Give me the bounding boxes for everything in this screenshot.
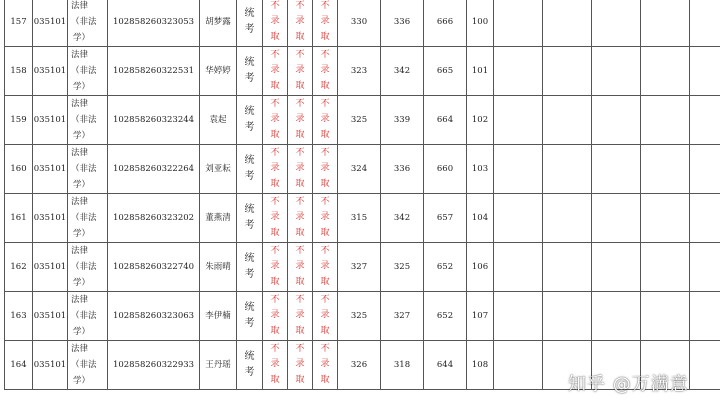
status-char: 录 [270, 114, 280, 125]
status-char: 取 [270, 325, 280, 336]
empty-cell [641, 47, 690, 96]
score-cell: 325 [381, 243, 424, 292]
status-char: 不 [320, 98, 330, 109]
admission-status-cell [263, 0, 288, 47]
exam-id-cell: 102858260322264 [108, 145, 200, 194]
total-score-cell: 666 [424, 0, 467, 47]
major-name-line: （非法 [71, 311, 97, 321]
candidate-name-cell: 李伊楠 [200, 292, 237, 341]
exam-type-cell [237, 96, 263, 145]
admission-status-cell [313, 292, 338, 341]
exam-type-cell [237, 341, 263, 390]
major-code-cell: 035101 [33, 0, 68, 47]
table-row [5, 243, 720, 292]
status-char: 不 [320, 0, 330, 11]
exam-type-char: 考 [244, 367, 255, 378]
major-code-cell: 035101 [33, 292, 68, 341]
major-name-line: 法律 [71, 1, 89, 11]
empty-cell [592, 292, 641, 341]
rank-cell: 104 [467, 194, 494, 243]
status-char: 取 [270, 178, 280, 189]
score-cell: 326 [338, 341, 381, 390]
major-name-line: 学） [73, 33, 91, 43]
exam-type-char: 考 [244, 73, 255, 84]
exam-id-cell: 102858260323053 [108, 0, 200, 47]
status-char: 取 [295, 227, 305, 238]
status-char: 取 [320, 80, 330, 91]
total-score-cell: 657 [424, 194, 467, 243]
status-char: 录 [270, 359, 280, 370]
admission-status-cell [288, 96, 313, 145]
major-name-line: 学） [73, 327, 91, 337]
major-code-cell: 035101 [33, 96, 68, 145]
status-char: 不 [320, 49, 330, 60]
status-char: 录 [320, 16, 330, 27]
major-code-cell: 035101 [33, 243, 68, 292]
exam-type-char: 统 [244, 204, 255, 215]
exam-type-char: 考 [244, 24, 255, 35]
status-char: 录 [295, 261, 305, 272]
major-name-line: （非法 [71, 164, 97, 174]
status-char: 取 [320, 276, 330, 287]
major-name-line: 学） [73, 229, 91, 239]
major-code-cell: 035101 [33, 145, 68, 194]
major-name-cell [68, 243, 108, 292]
major-name-cell [68, 341, 108, 390]
total-score-cell: 660 [424, 145, 467, 194]
admission-results-table [4, 0, 720, 390]
seq-number-cell: 162 [5, 243, 33, 292]
exam-type-char: 考 [244, 122, 255, 133]
exam-type-cell [237, 0, 263, 47]
admission-status-cell [288, 292, 313, 341]
status-char: 不 [295, 0, 305, 11]
status-char: 取 [295, 31, 305, 42]
admission-status-cell [288, 341, 313, 390]
admission-status-cell [313, 243, 338, 292]
major-code-cell: 035101 [33, 341, 68, 390]
table-row [5, 96, 720, 145]
status-char: 不 [270, 196, 280, 207]
status-char: 录 [295, 359, 305, 370]
exam-type-char: 统 [244, 253, 255, 264]
score-cell: 339 [381, 96, 424, 145]
exam-type-char: 统 [244, 351, 255, 362]
major-name-line: 学） [73, 131, 91, 141]
score-cell: 327 [338, 243, 381, 292]
exam-type-char: 考 [244, 269, 255, 280]
exam-type-cell [237, 243, 263, 292]
admission-status-cell [313, 0, 338, 47]
rank-cell: 106 [467, 243, 494, 292]
major-name-line: 学） [73, 278, 91, 288]
rank-cell: 102 [467, 96, 494, 145]
status-char: 录 [270, 16, 280, 27]
admission-status-cell [263, 341, 288, 390]
status-char: 取 [295, 80, 305, 91]
major-name-line: 法律 [71, 99, 89, 109]
major-name-line: 法律 [71, 197, 89, 207]
status-char: 不 [320, 294, 330, 305]
empty-cell [690, 145, 720, 194]
rank-cell: 100 [467, 0, 494, 47]
status-char: 取 [320, 31, 330, 42]
exam-type-char: 统 [244, 8, 255, 19]
empty-cell [494, 96, 543, 145]
score-cell: 315 [338, 194, 381, 243]
empty-cell [543, 243, 592, 292]
status-char: 录 [295, 114, 305, 125]
status-char: 取 [320, 178, 330, 189]
exam-type-char: 考 [244, 318, 255, 329]
exam-type-cell [237, 145, 263, 194]
status-char: 取 [295, 374, 305, 385]
admission-status-cell [313, 145, 338, 194]
candidate-name-cell: 王丹瑶 [200, 341, 237, 390]
status-char: 取 [320, 325, 330, 336]
empty-cell [690, 0, 720, 47]
status-char: 录 [320, 359, 330, 370]
status-char: 录 [295, 163, 305, 174]
exam-type-cell [237, 194, 263, 243]
admission-status-cell [263, 194, 288, 243]
major-name-line: 学） [73, 180, 91, 190]
admission-status-cell [313, 194, 338, 243]
candidate-name-cell: 袁起 [200, 96, 237, 145]
status-char: 不 [270, 245, 280, 256]
exam-id-cell: 102858260322531 [108, 47, 200, 96]
total-score-cell: 644 [424, 341, 467, 390]
major-name-line: （非法 [71, 17, 97, 27]
status-char: 取 [295, 178, 305, 189]
seq-number-cell: 157 [5, 0, 33, 47]
status-char: 录 [270, 163, 280, 174]
status-char: 不 [270, 147, 280, 158]
admission-status-cell [263, 47, 288, 96]
major-name-line: （非法 [71, 360, 97, 370]
total-score-cell: 665 [424, 47, 467, 96]
status-char: 录 [320, 114, 330, 125]
candidate-name-cell: 董燕清 [200, 194, 237, 243]
seq-number-cell: 164 [5, 341, 33, 390]
empty-cell [690, 47, 720, 96]
exam-type-char: 统 [244, 106, 255, 117]
empty-cell [494, 47, 543, 96]
status-char: 录 [320, 163, 330, 174]
major-name-line: 法律 [71, 344, 89, 354]
major-name-cell [68, 96, 108, 145]
status-char: 不 [295, 196, 305, 207]
admission-status-cell [288, 243, 313, 292]
status-char: 录 [320, 65, 330, 76]
total-score-cell: 652 [424, 292, 467, 341]
exam-type-char: 统 [244, 302, 255, 313]
status-char: 不 [295, 343, 305, 354]
empty-cell [641, 96, 690, 145]
empty-cell [543, 145, 592, 194]
status-char: 取 [270, 129, 280, 140]
status-char: 不 [320, 343, 330, 354]
exam-type-cell [237, 292, 263, 341]
status-char: 录 [270, 212, 280, 223]
exam-id-cell: 102858260323063 [108, 292, 200, 341]
empty-cell [592, 145, 641, 194]
score-cell: 325 [338, 96, 381, 145]
major-name-line: （非法 [71, 213, 97, 223]
rank-cell: 107 [467, 292, 494, 341]
empty-cell [494, 145, 543, 194]
major-name-line: （非法 [71, 66, 97, 76]
empty-cell [690, 341, 720, 390]
rank-cell: 103 [467, 145, 494, 194]
status-char: 不 [295, 49, 305, 60]
status-char: 不 [270, 0, 280, 11]
status-char: 不 [320, 147, 330, 158]
status-char: 取 [320, 374, 330, 385]
total-score-cell: 664 [424, 96, 467, 145]
admission-status-cell [263, 243, 288, 292]
empty-cell [641, 194, 690, 243]
empty-cell [690, 96, 720, 145]
empty-cell [543, 194, 592, 243]
seq-number-cell: 158 [5, 47, 33, 96]
empty-cell [592, 96, 641, 145]
status-char: 录 [320, 261, 330, 272]
status-char: 不 [270, 294, 280, 305]
major-name-line: （非法 [71, 115, 97, 125]
empty-cell [543, 292, 592, 341]
admission-status-cell [288, 194, 313, 243]
status-char: 录 [270, 261, 280, 272]
table-row [5, 145, 720, 194]
table-row [5, 47, 720, 96]
status-char: 不 [320, 245, 330, 256]
seq-number-cell: 163 [5, 292, 33, 341]
status-char: 取 [270, 80, 280, 91]
status-char: 不 [295, 245, 305, 256]
empty-cell [494, 0, 543, 47]
empty-cell [592, 194, 641, 243]
candidate-name-cell: 华婷婷 [200, 47, 237, 96]
table-row [5, 194, 720, 243]
empty-cell [543, 47, 592, 96]
status-char: 取 [295, 276, 305, 287]
status-char: 取 [320, 129, 330, 140]
exam-id-cell: 102858260323202 [108, 194, 200, 243]
status-char: 不 [295, 98, 305, 109]
exam-id-cell: 102858260323244 [108, 96, 200, 145]
zhihu-watermark: 知乎 @万满意 [568, 374, 689, 395]
seq-number-cell: 159 [5, 96, 33, 145]
empty-cell [543, 96, 592, 145]
admission-status-cell [288, 145, 313, 194]
exam-type-char: 考 [244, 171, 255, 182]
major-name-cell [68, 292, 108, 341]
status-char: 不 [270, 343, 280, 354]
major-name-line: 法律 [71, 246, 89, 256]
table-row [5, 292, 720, 341]
status-char: 录 [295, 310, 305, 321]
exam-id-cell: 102858260322740 [108, 243, 200, 292]
status-char: 录 [295, 65, 305, 76]
exam-id-cell: 102858260322933 [108, 341, 200, 390]
empty-cell [641, 243, 690, 292]
status-char: 录 [320, 212, 330, 223]
empty-cell [690, 292, 720, 341]
major-name-cell [68, 0, 108, 47]
empty-cell [494, 243, 543, 292]
status-char: 录 [270, 65, 280, 76]
empty-cell [641, 0, 690, 47]
status-char: 录 [295, 212, 305, 223]
empty-cell [494, 341, 543, 390]
admission-status-cell [313, 341, 338, 390]
empty-cell [641, 145, 690, 194]
candidate-name-cell: 刘亚耘 [200, 145, 237, 194]
status-char: 不 [295, 294, 305, 305]
score-cell: 318 [381, 341, 424, 390]
score-cell: 336 [381, 145, 424, 194]
major-code-cell: 035101 [33, 47, 68, 96]
score-cell: 336 [381, 0, 424, 47]
major-name-cell [68, 145, 108, 194]
major-name-line: 学） [73, 82, 91, 92]
major-name-line: （非法 [71, 262, 97, 272]
admission-status-cell [263, 96, 288, 145]
major-name-cell [68, 47, 108, 96]
major-name-line: 法律 [71, 148, 89, 158]
status-char: 取 [320, 227, 330, 238]
status-char: 录 [320, 310, 330, 321]
seq-number-cell: 161 [5, 194, 33, 243]
status-char: 取 [295, 129, 305, 140]
empty-cell [543, 0, 592, 47]
major-name-cell [68, 194, 108, 243]
major-name-line: 法律 [71, 295, 89, 305]
rank-cell: 101 [467, 47, 494, 96]
score-cell: 330 [338, 0, 381, 47]
major-name-line: 学） [73, 376, 91, 386]
exam-type-char: 考 [244, 220, 255, 231]
score-cell: 323 [338, 47, 381, 96]
status-char: 不 [295, 147, 305, 158]
empty-cell [592, 47, 641, 96]
status-char: 取 [270, 276, 280, 287]
status-char: 录 [270, 310, 280, 321]
score-cell: 325 [338, 292, 381, 341]
exam-type-cell [237, 47, 263, 96]
candidate-name-cell: 胡梦露 [200, 0, 237, 47]
status-char: 不 [270, 98, 280, 109]
major-name-line: 法律 [71, 50, 89, 60]
score-cell: 327 [381, 292, 424, 341]
score-cell: 324 [338, 145, 381, 194]
score-cell: 342 [381, 47, 424, 96]
major-code-cell: 035101 [33, 194, 68, 243]
admission-status-cell [313, 96, 338, 145]
admission-status-cell [313, 47, 338, 96]
table-row [5, 0, 720, 47]
admission-status-cell [263, 145, 288, 194]
status-char: 取 [295, 325, 305, 336]
candidate-name-cell: 朱雨晴 [200, 243, 237, 292]
admission-status-cell [263, 292, 288, 341]
score-cell: 342 [381, 194, 424, 243]
exam-type-char: 统 [244, 57, 255, 68]
admission-status-cell [288, 0, 313, 47]
seq-number-cell: 160 [5, 145, 33, 194]
empty-cell [641, 292, 690, 341]
status-char: 取 [270, 374, 280, 385]
status-char: 不 [270, 49, 280, 60]
status-char: 取 [270, 227, 280, 238]
admission-status-cell [288, 47, 313, 96]
exam-type-char: 统 [244, 155, 255, 166]
empty-cell [494, 194, 543, 243]
empty-cell [494, 292, 543, 341]
empty-cell [592, 243, 641, 292]
status-char: 录 [295, 16, 305, 27]
rank-cell: 108 [467, 341, 494, 390]
empty-cell [592, 0, 641, 47]
total-score-cell: 652 [424, 243, 467, 292]
empty-cell [690, 194, 720, 243]
status-char: 取 [270, 31, 280, 42]
status-char: 不 [320, 196, 330, 207]
empty-cell [690, 243, 720, 292]
